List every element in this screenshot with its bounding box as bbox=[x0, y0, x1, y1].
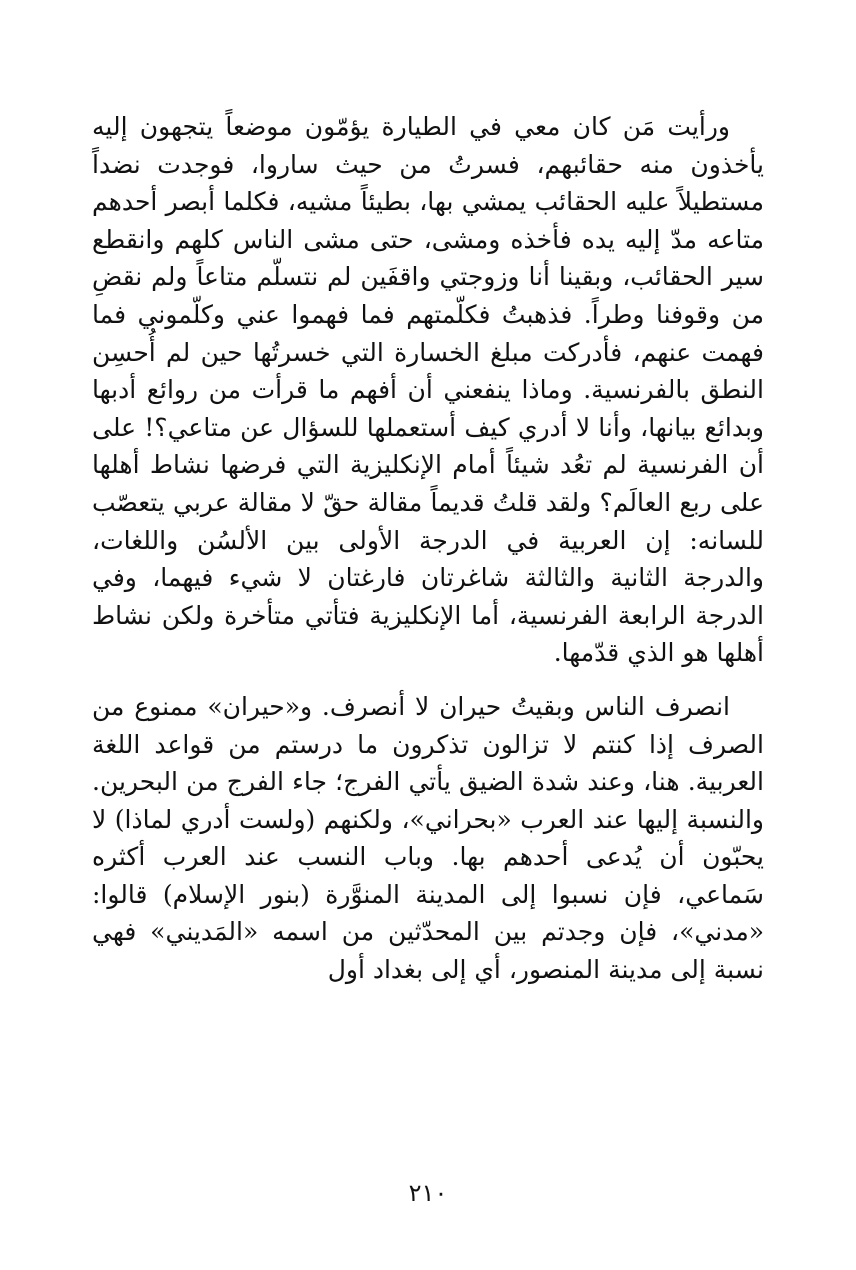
paragraph-1: ورأيت مَن كان معي في الطيارة يؤمّون موضعاً يتجهون إليه يأخذون منه حقائبهم، فسرتُ من حيث ساروا، فوجدت نضداً مستطيلاً عليه الحقائب يمشي بها، بطيئاً مشيه، فكلما أبصر أحدهم متاعه مدّ إليه يده فأخذه ومشى، حتى مشى الناس كلهم وانقطع سير الحقائب، وبقينا أنا وزوجتي واقفَين لم نتسلّم متاعاً ولم نقضِ من وقوفنا وطراً. فذهبتُ فكلّمتهم فما فهموا عني وكلّموني فما فهمت عنهم، فأدركت مبلغ الخسارة التي خسرتُها حين لم أُحسِن النطق بالفرنسية. وماذا ينفعني أن أفهم ما قرأت من روائع أدبها وبدائع بيانها، وأنا لا أدري كيف أستعملها للسؤال عن متاعي؟! على أن الفرنسية لم تعُد شيئاً أمام الإنكليزية التي فرضها نشاط أهلها على ربع العالَم؟ ولقد قلتُ قديماً مقالة حقّ لا مقالة عربي يتعصّب للسانه: إن العربية في الدرجة الأولى بين الألسُن واللغات، والدرجة الثانية والثالثة شاغرتان فارغتان لا شيء فيهما، وفي الدرجة الرابعة الفرنسية، أما الإنكليزية فتأتي متأخرة ولكن نشاط أهلها هو الذي قدّمها. bbox=[92, 112, 764, 668]
paragraph-2: انصرف الناس وبقيتُ حيران لا أنصرف. و«حيران» ممنوع من الصرف إذا كنتم لا تزالون تذكرون ما درستم من قواعد اللغة العربية. هنا، وعند شدة الضيق يأتي الفرج؛ جاء الفرج من البحرين. والنسبة إليها عند العرب «بحراني»، ولكنهم (ولست أدري لماذا) لا يحبّون أن يُدعى أحدهم بها. وباب النسب عند العرب أكثره سَماعي، فإن نسبوا إلى المدينة المنوَّرة (بنور الإسلام) قالوا: «مدني»، فإن وجدتم بين المحدّثين من اسمه «المَديني» فهي نسبة إلى مدينة المنصور، أي إلى بغداد أول bbox=[92, 691, 764, 985]
page-number: ٢١٠ bbox=[408, 1179, 448, 1207]
page-body bbox=[92, 108, 764, 989]
